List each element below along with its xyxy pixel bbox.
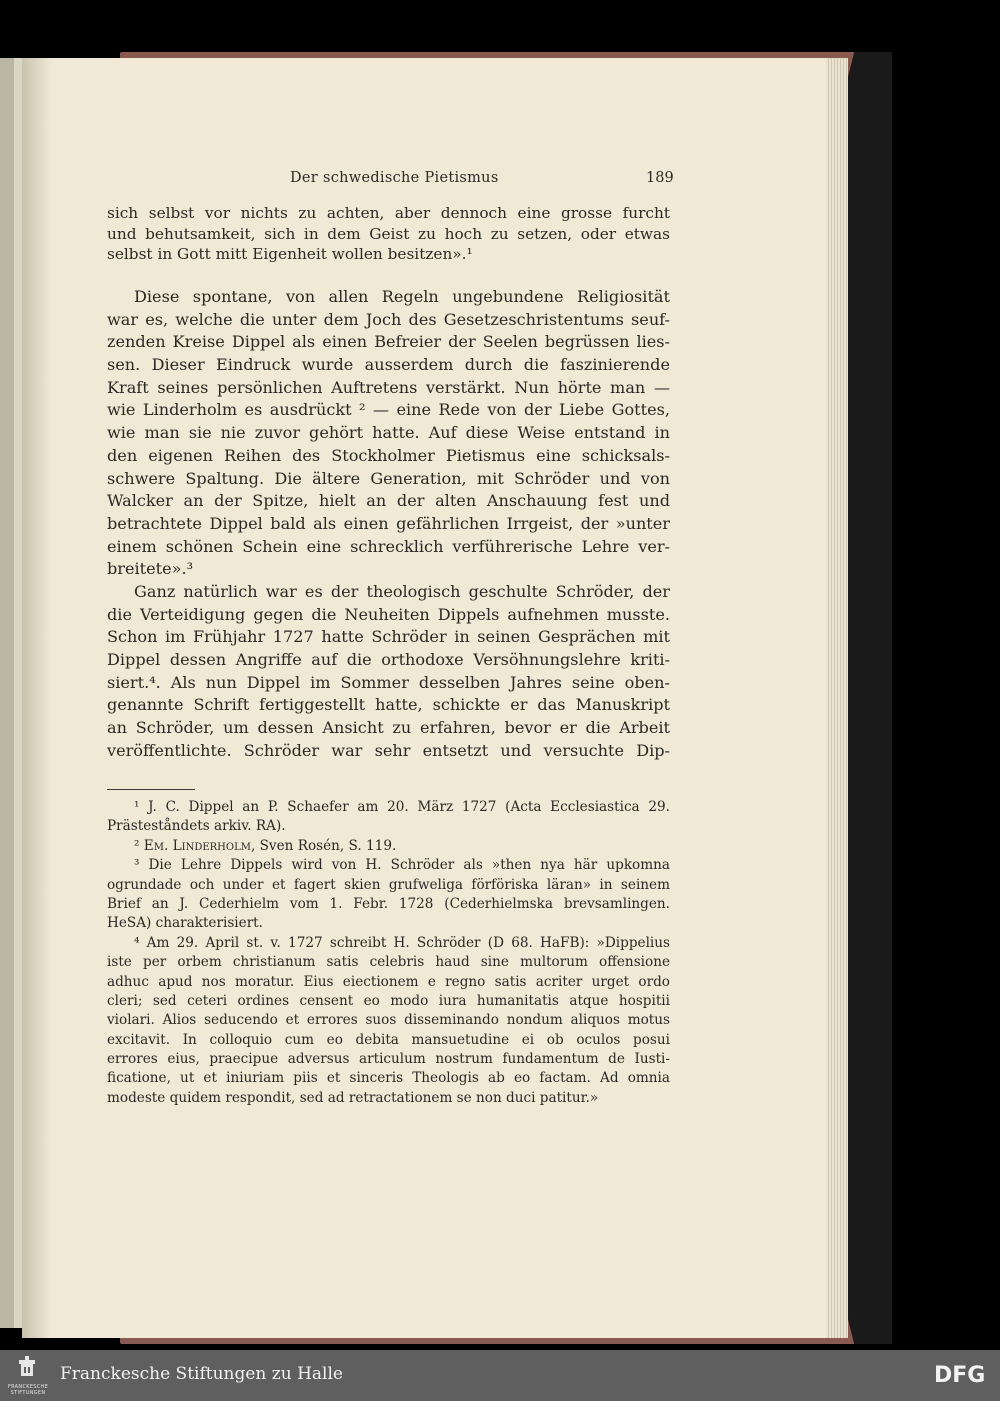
main-text (107, 286, 670, 762)
text-line: sich selbst vor nichts zu achten, aber dennoch eine grosse furcht (107, 204, 670, 222)
text-line: an Schröder, um dessen Ansicht zu erfahren, bevor er die Arbeit (107, 718, 670, 738)
text-line: den eigenen Reihen des Stockholmer Pietismus eine schicksals- (107, 445, 670, 465)
text-line: schwere Spaltung. Die ältere Generation, mit Schröder und von (107, 468, 670, 488)
paragraph-continuation (107, 203, 670, 265)
page-gutter-shadow (22, 58, 52, 1338)
footnote-line: modeste quidem respondit, sed ad retractationem se non duci patitur.» (107, 1089, 599, 1106)
text-line: veröffentlichte. Schröder war sehr entsetzt und versuchte Dip- (107, 740, 670, 760)
running-head: Der schwedische Pietismus (290, 170, 499, 186)
text-line: sen. Dieser Eindruck wurde ausserdem durch die faszinierende (107, 355, 670, 375)
footnote-line: HeSA) charakterisiert. (107, 915, 263, 932)
logo-caption (2, 1384, 54, 1396)
footnote-line: adhuc apud nos moratur. Eius eiectionem e regno satis acriter urget ordo (107, 973, 670, 990)
footnote-2 (107, 837, 670, 856)
text-line: selbst in Gott mitt Eigenheit wollen besitzen».¹ (107, 245, 473, 263)
text-line: war es, welche die unter dem Joch des Gesetzeschristentums seuf- (107, 309, 670, 329)
dfg-logo: DFG (934, 1363, 986, 1388)
text-line: Schon im Frühjahr 1727 hatte Schröder in seinen Gesprächen mit (107, 627, 670, 647)
text-line: und behutsamkeit, sich in dem Geist zu hoch zu setzen, oder etwas (107, 224, 670, 243)
footnote-line: ¹ J. C. Dippel an P. Schaefer am 20. März 1727 (Acta Ecclesiastica 29. (134, 799, 670, 815)
text-line: einem schönen Schein eine schrecklich verführerische Lehre ver- (107, 536, 670, 556)
footnotes (107, 798, 670, 1108)
text-line: Dippel dessen Angriffe auf die orthodoxe Versöhnungslehre kriti- (107, 650, 670, 669)
text-line: betrachtete Dippel bald als einen gefährlichen Irrgeist, der »unter (107, 513, 670, 533)
logo-caption-line: STIFTUNGEN (10, 1390, 46, 1396)
author-name: Em. Linderholm (143, 837, 251, 854)
logo-caption-line: FRANCKESCHE (7, 1384, 49, 1390)
institution-name: Franckesche Stiftungen zu Halle (60, 1364, 343, 1384)
footnote-line: ³ Die Lehre Dippels wird von H. Schröder als »then nya här upkomna (134, 857, 670, 874)
text-line: die Verteidigung gegen die Neuheiten Dippels aufnehmen musste. (107, 604, 670, 624)
text-line: genannte Schrift fertiggestellt hatte, schickte er das Manuskript (107, 695, 670, 715)
footnote-line: errores eius, praecipue adversus articulum nostrum fundamentum de Iusti- (107, 1051, 670, 1068)
text-line: wie man sie nie zuvor gehört hatte. Auf diese Weise entstand in (107, 423, 670, 443)
footnote-rule (107, 789, 195, 790)
footnote-line: ⁴ Am 29. April st. v. 1727 schreibt H. Schröder (D 68. HaFB): »Dippelius (134, 934, 670, 951)
text-line: Walcker an der Spitze, hielt an der alten Anschauung fest und (107, 491, 670, 511)
text-line: zenden Kreise Dippel als einen Befreier der Seelen begrüssen lies- (107, 332, 670, 352)
text-line: siert.⁴. Als nun Dippel im Sommer desselben Jahres seine oben- (107, 672, 670, 692)
footnote-line: cleri; sed ceteri ordines censent eo modo iura humanitatis atque hospitii (107, 992, 670, 1009)
footnote-line: ficatione, ut et iniuriam piis et sinceris Theologis ab eo factam. Ad omnia (107, 1070, 670, 1087)
page-number: 189 (646, 170, 674, 186)
text-line: Ganz natürlich war es der theologisch geschulte Schröder, der (134, 581, 670, 601)
footnote-line: violari. Alios seducendo et errores suos disseminando nondum aliquos motus (107, 1012, 670, 1029)
text-line: Diese spontane, von allen Regeln ungebundene Religiosität (134, 287, 670, 306)
footnote-line: Brief an J. Cederhielm vom 1. Febr. 1728 (Cederhielmska brevsamlingen. (107, 895, 670, 912)
text-line: wie Linderholm es ausdrückt ² — eine Rede von der Liebe Gottes, (107, 400, 670, 420)
text-line: Kraft seines persönlichen Auftretens verstärkt. Nun hörte man — (107, 377, 670, 397)
footnote-line: iste per orbem christianum satis celebris haud sine multorum offensione (107, 954, 670, 971)
footnote-line: ogrundade och under et fagert skien grufweliga förföriska läran» in seinem (107, 876, 670, 893)
footnote-line: excitavit. In colloquio cum eo debita mansuetudine ei ob oculos posui (107, 1031, 670, 1048)
footnote-line: Prästeståndets arkiv. RA). (107, 818, 286, 835)
text-line: breitete».³ (107, 559, 194, 579)
footnote-text: , Sven Rosén, S. 119. (250, 837, 397, 854)
left-page-edge (14, 58, 22, 1328)
footnote-marker: ² (134, 837, 144, 854)
